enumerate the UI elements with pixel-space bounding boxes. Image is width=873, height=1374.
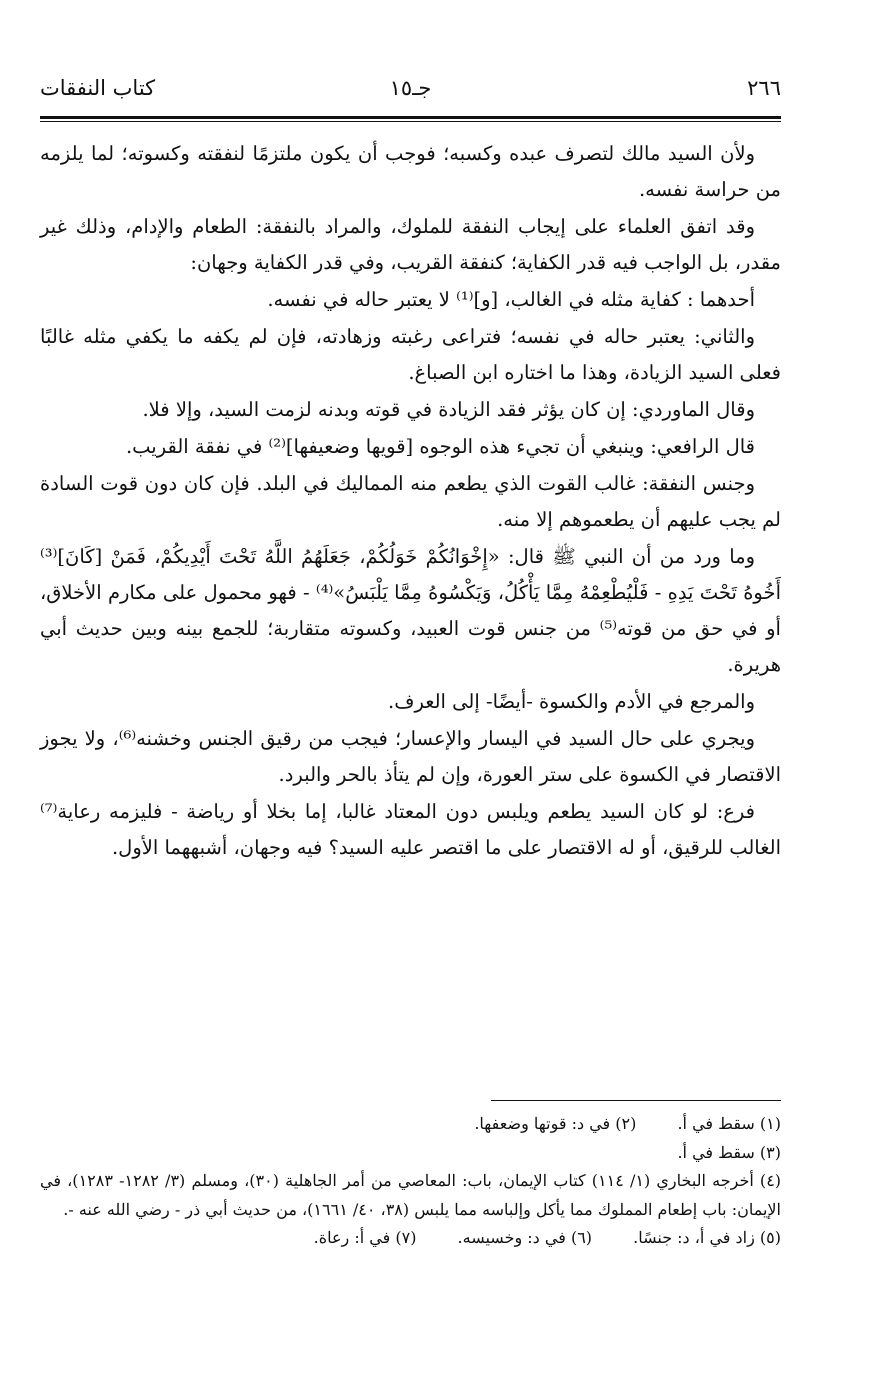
- paragraph: أحدهما : كفاية مثله في الغالب، [و]⁽¹⁾ لا يعتبر حاله في نفسه.: [267, 288, 755, 311]
- paragraph: وجنس النفقة: غالب القوت الذي يطعم منه المماليك في البلد. فإن كان دون قوت السادة لم يجب عليهم أن يطعموهم إلا منه.: [40, 472, 781, 531]
- footnote-row: [40, 1224, 781, 1253]
- volume-label: جـ١٥: [389, 76, 432, 100]
- paragraph: ولأن السيد مالك لتصرف عبده وكسبه؛ فوجب أن يكون ملتزمًا لنفقته وكسوته؛ لما يلزمه من حراسة نفسه.: [40, 142, 781, 201]
- paragraph: والمرجع في الأدم والكسوة -أيضًا- إلى العرف.: [388, 690, 755, 713]
- paragraph: وقال الماوردي: إن كان يؤثر فقد الزيادة في قوته وبدنه لزمت السيد، وإلا فلا.: [142, 398, 755, 421]
- footnote-6: (٦) في د: وخسيسه.: [457, 1228, 593, 1247]
- footnote-1: (١) سقط في أ.: [677, 1114, 781, 1133]
- paragraph: قال الرافعي: وينبغي أن تجيء هذه الوجوه [قويها وضعيفها]⁽²⁾ في نفقة القريب.: [125, 435, 755, 458]
- book-title: كتاب النفقات: [40, 76, 156, 100]
- running-header: [40, 70, 781, 110]
- header-rule-thin: [40, 121, 781, 122]
- footnote-4: (٤) أخرجه البخاري (١/ ١١٤) كتاب الإيمان، باب: المعاصي من أمر الجاهلية (٣٠)، ومسلم (٣/ ١٢٨٢- ١٢٨٣)، في الإيمان: باب إطعام المملوك مما يأكل وإلباسه مما يلبس (٣٨، ٤٠/ ١٦٦١)، من حديث أبي ذر - رضي الله عنه -.: [40, 1171, 782, 1219]
- paragraph: فرع: لو كان السيد يطعم ويلبس دون المعتاد غالبا، إما بخلا أو رياضة - فليزمه رعاية⁽⁷⁾ الغالب للرقيق، أو له الاقتصار على ما اقتصر عليه السيد؟ فيه وجهان، أشبههما الأول.: [40, 800, 781, 859]
- footnote-separator: [491, 1100, 781, 1101]
- footnote-3: (٣) سقط في أ.: [677, 1142, 781, 1162]
- paragraph: والثاني: يعتبر حاله في نفسه؛ فتراعى رغبته وزهادته، فإن لم يكفه ما يكفي مثله غالبًا فعلى السيد الزيادة، وهذا ما اختاره ابن الصباغ.: [40, 325, 781, 384]
- paragraph: ويجري على حال السيد في اليسار والإعسار؛ فيجب من رقيق الجنس وخشنه⁽⁶⁾، ولا يجوز الاقتصار في الكسوة على ستر العورة، وإن لم يتأذ بالحر والبرد.: [40, 727, 781, 786]
- paragraph: وقد اتفق العلماء على إيجاب النفقة للملوك، والمراد بالنفقة: الطعام والإدام، وذلك غير مقدر، بل الواجب فيه قدر الكفاية؛ كنفقة القريب، وفي قدر الكفاية وجهان:: [40, 215, 781, 274]
- header-rule: [40, 116, 781, 119]
- page-number: ٢٦٦: [747, 76, 781, 100]
- footnote-5: (٥) زاد في أ، د: جنسًا.: [633, 1228, 781, 1247]
- paragraph: وما ورد من أن النبي ﷺ قال: «إِخْوَانُكُمْ خَوَلُكُمْ، جَعَلَهُمُ اللَّهُ تَحْتَ أَيْدِيكُمْ، فَمَنْ [كَانَ]⁽³⁾ أَخُوهُ تَحْتَ يَدِهِ - فَلْيُطْعِمْهُ مِمَّا يَأْكُلُ، وَيَكْسُوهُ مِمَّا يَلْبَسُ»⁽⁴⁾ - فهو محمول على مكارم الأخلاق، أو في حق من قوته⁽⁵⁾ من جنس قوت العبيد، وكسوته متقاربة؛ للجمع بينه وبين حديث أبي هريرة.: [40, 545, 781, 676]
- footnote-row: [40, 1110, 781, 1139]
- footnote-7: (٧) في أ: رعاة.: [313, 1228, 417, 1247]
- footnotes: [40, 1110, 781, 1253]
- main-text: [40, 136, 781, 867]
- footnote-2: (٢) في د: قوتها وضعفها.: [474, 1114, 637, 1133]
